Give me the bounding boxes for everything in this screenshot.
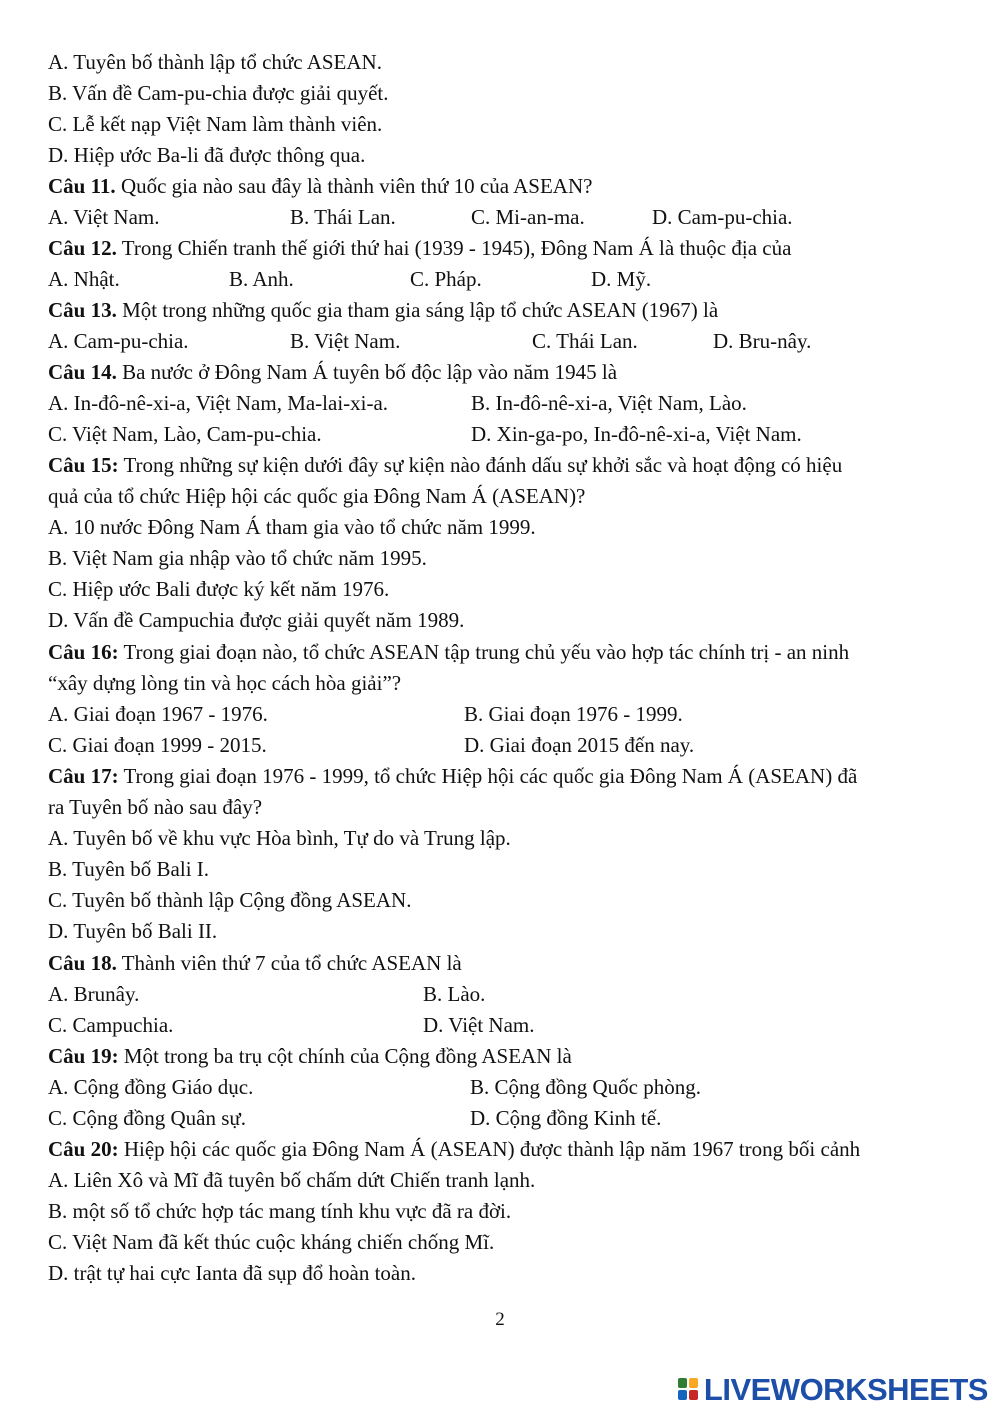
question-label: Câu 14. <box>48 360 117 384</box>
option-c: C. Giai đoạn 1999 - 2015. <box>48 733 267 757</box>
option-a: A. 10 nước Đông Nam Á tham gia vào tổ chức năm 1999. <box>48 515 536 539</box>
option-b: B. In-đô-nê-xi-a, Việt Nam, Lào. <box>471 391 747 415</box>
question-label: Câu 20: <box>48 1137 119 1161</box>
question-text: Một trong những quốc gia tham gia sáng lập tổ chức ASEAN (1967) là <box>116 298 719 322</box>
brand-logo[interactable] <box>678 1373 988 1407</box>
question-text-cont: ra Tuyên bố nào sau đây? <box>48 795 263 819</box>
option-line: C. Lễ kết nạp Việt Nam làm thành viên. <box>48 112 383 136</box>
option-c: C. Việt Nam đã kết thúc cuộc kháng chiến chống Mĩ. <box>48 1230 495 1254</box>
option-c: C. Mi-an-ma. <box>471 205 585 229</box>
question-18 <box>48 951 462 977</box>
page-number: 2 <box>495 1309 505 1330</box>
option-b: B. Lào. <box>423 982 486 1006</box>
liveworksheets-logo-icon <box>678 1378 700 1402</box>
option-b: B. Anh. <box>229 267 294 291</box>
question-13 <box>48 298 718 324</box>
option-c: C. Hiệp ước Bali được ký kết năm 1976. <box>48 577 390 601</box>
option-d: D. trật tự hai cực Ianta đã sụp đổ hoàn toàn. <box>48 1261 416 1285</box>
question-label: Câu 17: <box>48 764 119 788</box>
question-16 <box>48 640 849 666</box>
option-d: D. Cam-pu-chia. <box>652 205 793 229</box>
question-label: Câu 18. <box>48 951 117 975</box>
option-c: C. Cộng đồng Quân sự. <box>48 1106 247 1130</box>
question-11 <box>48 174 592 200</box>
question-text: Thành viên thứ 7 của tổ chức ASEAN là <box>116 951 462 975</box>
question-text: Một trong ba trụ cột chính của Cộng đồng ASEAN là <box>118 1044 572 1068</box>
option-c: C. Tuyên bố thành lập Cộng đồng ASEAN. <box>48 888 412 912</box>
option-d: D. Mỹ. <box>591 267 652 291</box>
question-text: Ba nước ở Đông Nam Á tuyên bố độc lập vào năm 1945 là <box>116 360 618 384</box>
question-20 <box>48 1137 860 1163</box>
question-label: Câu 13. <box>48 298 117 322</box>
option-line: A. Tuyên bố thành lập tổ chức ASEAN. <box>48 50 382 74</box>
question-text-cont: “xây dựng lòng tin và học cách hòa giải”? <box>48 671 402 695</box>
option-b: B. Thái Lan. <box>290 205 396 229</box>
option-a: A. Nhật. <box>48 267 120 291</box>
question-text: Trong những sự kiện dưới đây sự kiện nào đánh dấu sự khởi sắc và hoạt động có hiệu <box>118 453 843 477</box>
question-label: Câu 12. <box>48 236 117 260</box>
option-c: C. Việt Nam, Lào, Cam-pu-chia. <box>48 422 322 446</box>
question-text: Quốc gia nào sau đây là thành viên thứ 10 của ASEAN? <box>115 174 593 198</box>
option-d: D. Xin-ga-po, In-đô-nê-xi-a, Việt Nam. <box>471 422 802 446</box>
option-d: D. Bru-nây. <box>713 329 812 353</box>
question-text: Trong giai đoạn 1976 - 1999, tổ chức Hiệp hội các quốc gia Đông Nam Á (ASEAN) đã <box>118 764 858 788</box>
option-b: B. Giai đoạn 1976 - 1999. <box>464 702 683 726</box>
option-d: D. Cộng đồng Kinh tế. <box>470 1106 662 1130</box>
question-label: Câu 11. <box>48 174 116 198</box>
option-d: D. Vấn đề Campuchia được giải quyết năm 1989. <box>48 608 465 632</box>
brand-text: LIVEWORKSHEETS <box>703 1372 988 1407</box>
question-15 <box>48 453 842 479</box>
option-c: C. Campuchia. <box>48 1013 174 1037</box>
option-b: B. Việt Nam. <box>290 329 401 353</box>
question-label: Câu 16: <box>48 640 119 664</box>
question-14 <box>48 360 617 386</box>
question-text: Trong giai đoạn nào, tổ chức ASEAN tập trung chủ yếu vào hợp tác chính trị - an ninh <box>118 640 850 664</box>
option-d: D. Tuyên bố Bali II. <box>48 919 218 943</box>
option-d: D. Giai đoạn 2015 đến nay. <box>464 733 695 757</box>
option-a: A. Việt Nam. <box>48 205 160 229</box>
option-a: A. In-đô-nê-xi-a, Việt Nam, Ma-lai-xi-a. <box>48 391 389 415</box>
option-b: B. một số tổ chức hợp tác mang tính khu vực đã ra đời. <box>48 1199 512 1223</box>
option-a: A. Tuyên bố về khu vực Hòa bình, Tự do và Trung lập. <box>48 826 511 850</box>
question-text: Hiệp hội các quốc gia Đông Nam Á (ASEAN) được thành lập năm 1967 trong bối cảnh <box>118 1137 861 1161</box>
option-a: A. Brunây. <box>48 982 140 1006</box>
option-line: D. Hiệp ước Ba-li đã được thông qua. <box>48 143 366 167</box>
question-label: Câu 19: <box>48 1044 119 1068</box>
question-text-cont: quả của tổ chức Hiệp hội các quốc gia Đông Nam Á (ASEAN)? <box>48 484 586 508</box>
option-a: A. Liên Xô và Mĩ đã tuyên bố chấm dứt Chiến tranh lạnh. <box>48 1168 536 1192</box>
option-b: B. Cộng đồng Quốc phòng. <box>470 1075 701 1099</box>
option-d: D. Việt Nam. <box>423 1013 535 1037</box>
question-text: Trong Chiến tranh thế giới thứ hai (1939 - 1945), Đông Nam Á là thuộc địa của <box>116 236 792 260</box>
option-c: C. Pháp. <box>410 267 482 291</box>
option-c: C. Thái Lan. <box>532 329 638 353</box>
option-a: A. Cam-pu-chia. <box>48 329 189 353</box>
question-label: Câu 15: <box>48 453 119 477</box>
question-17 <box>48 764 857 790</box>
option-a: A. Giai đoạn 1967 - 1976. <box>48 702 268 726</box>
option-a: A. Cộng đồng Giáo dục. <box>48 1075 254 1099</box>
option-line: B. Vấn đề Cam-pu-chia được giải quyết. <box>48 81 389 105</box>
option-b: B. Tuyên bố Bali I. <box>48 857 210 881</box>
question-19 <box>48 1044 572 1070</box>
option-b: B. Việt Nam gia nhập vào tổ chức năm 1995. <box>48 546 427 570</box>
question-12 <box>48 236 791 262</box>
